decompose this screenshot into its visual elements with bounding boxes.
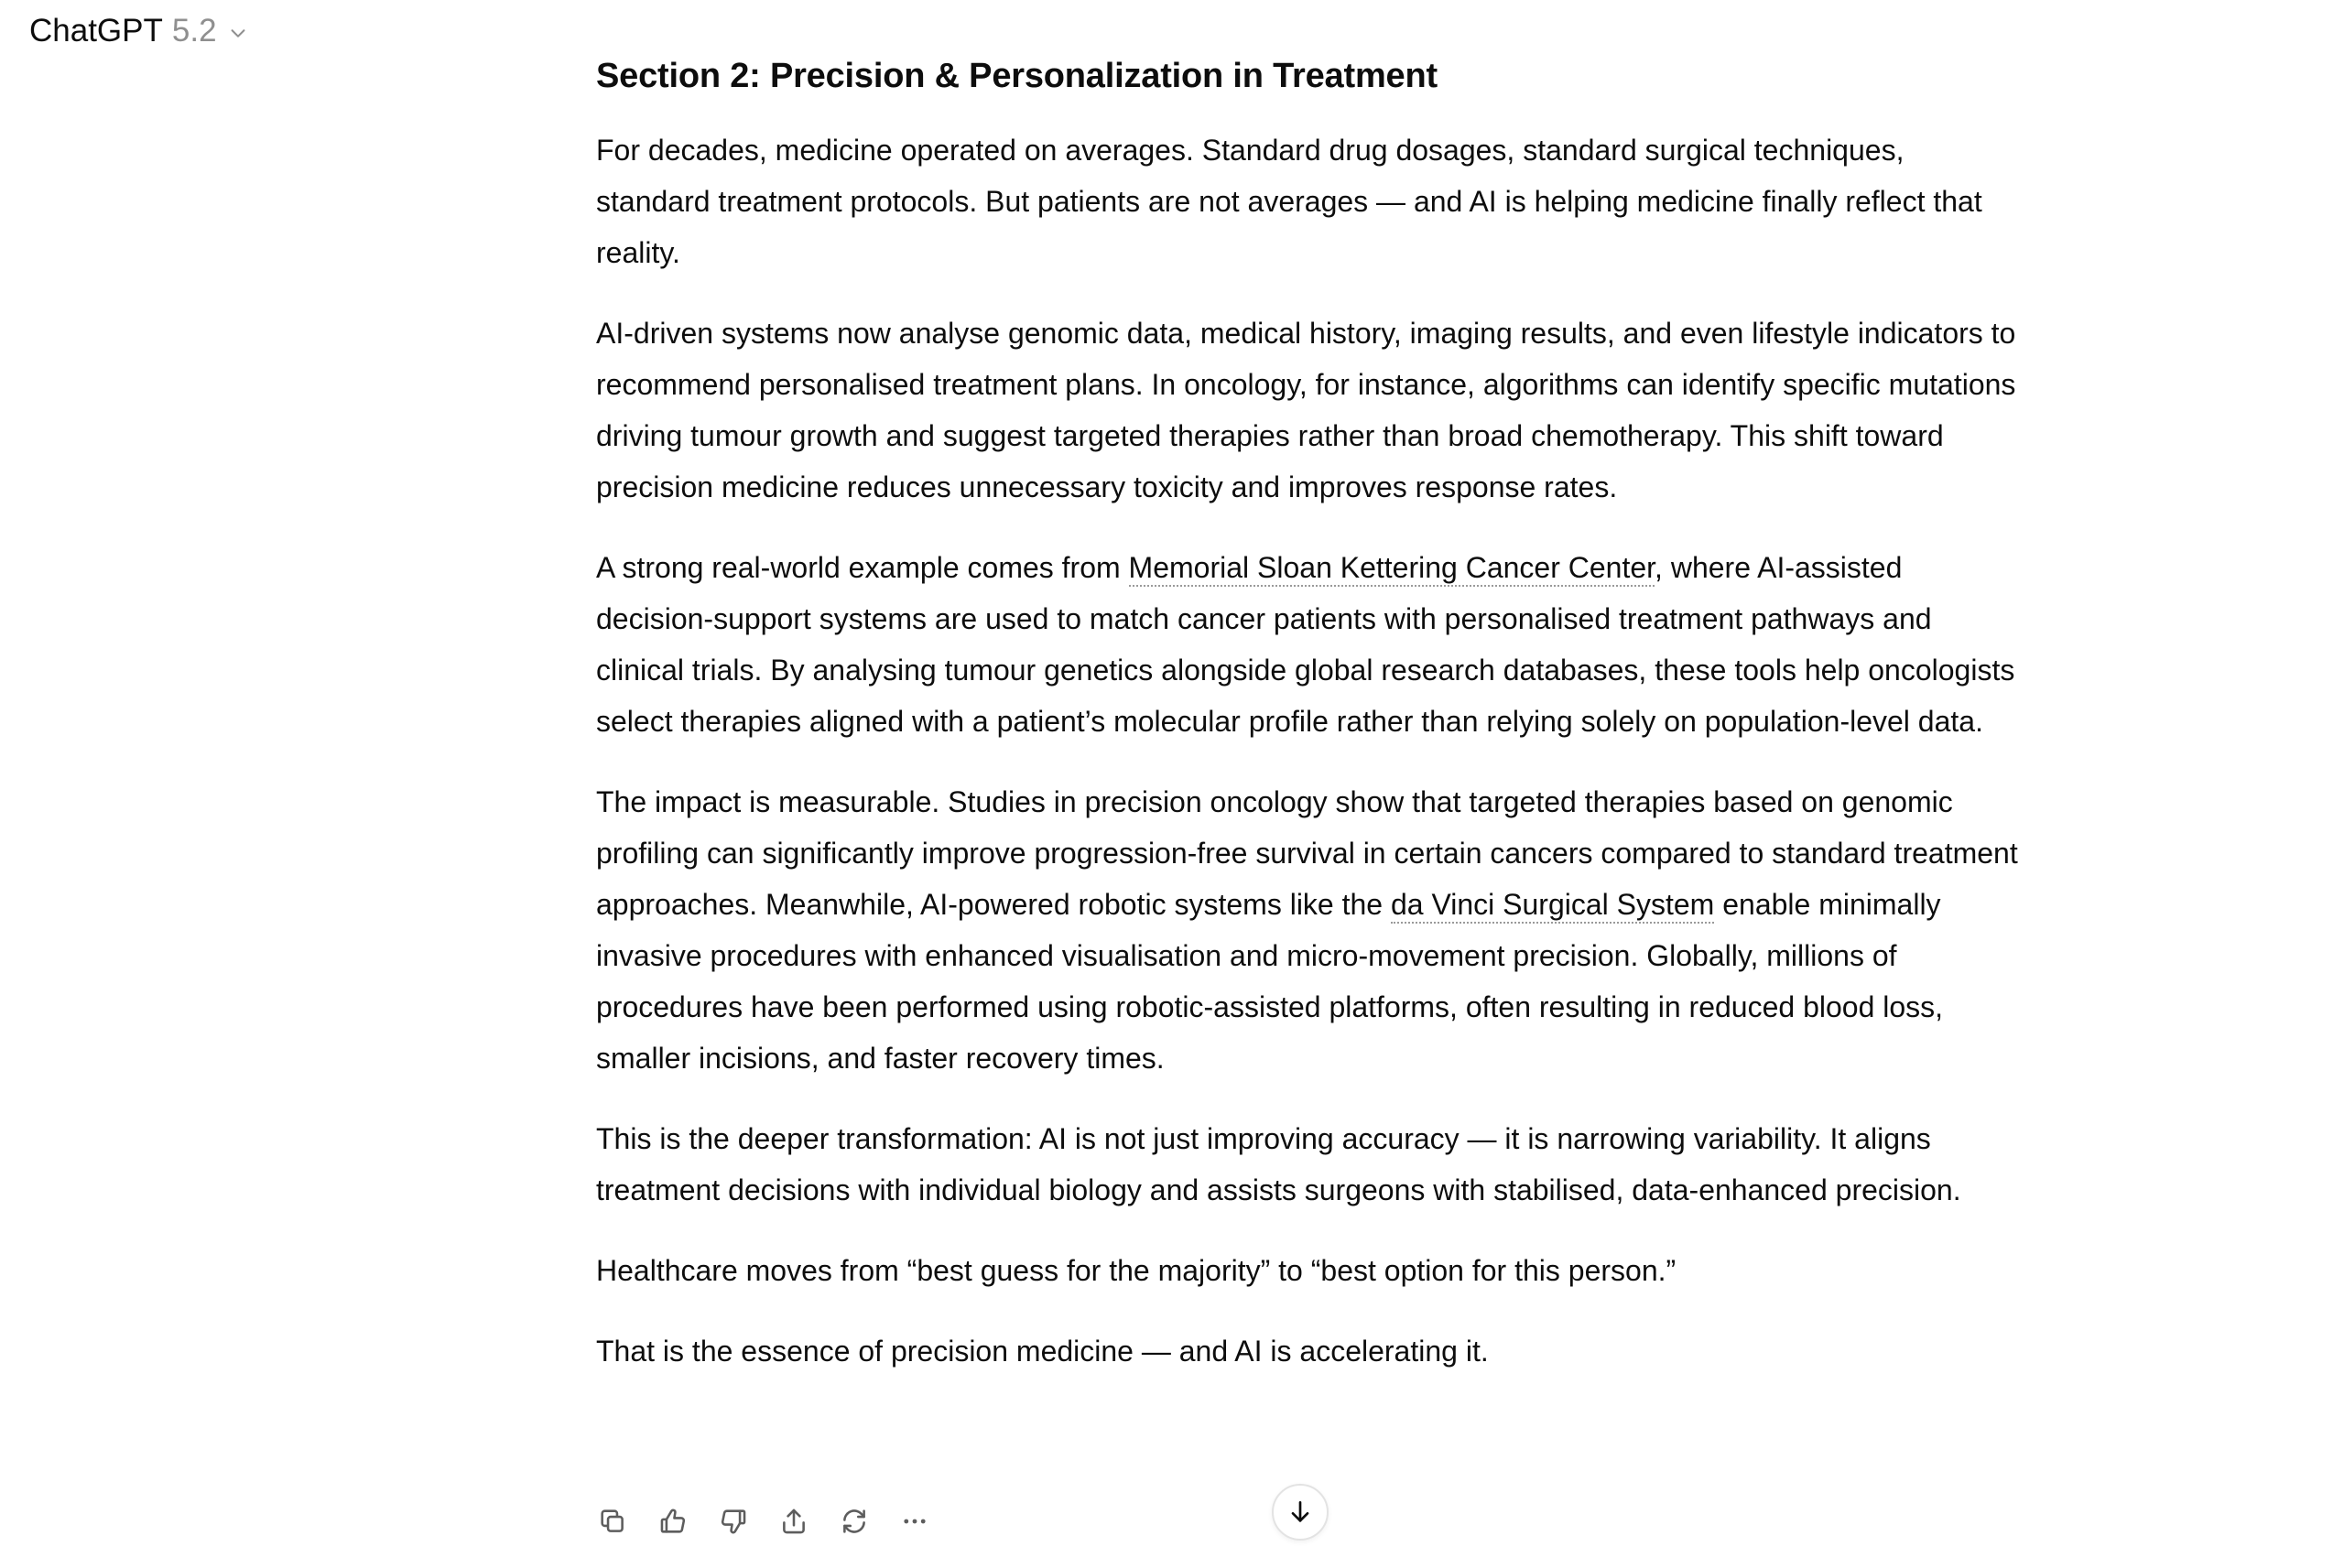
paragraph-4-text-start: The impact is measurable. Studies in precision oncology show that targeted therapies based on genomic profiling can significantly improve progression-free survival in certain cancers compared to standard treatment approaches. Meanwhile, AI-powered robotic systems like the <box>596 785 2018 921</box>
thumbs-down-icon <box>718 1506 749 1537</box>
paragraph-4 <box>596 776 2024 1084</box>
share-button[interactable] <box>775 1502 813 1541</box>
good-response-button[interactable] <box>654 1502 692 1541</box>
da-vinci-surgical-system-link[interactable]: da Vinci Surgical System <box>1391 888 1714 924</box>
copy-icon <box>597 1506 628 1537</box>
arrow-down-icon <box>1286 1498 1315 1527</box>
assistant-message <box>596 48 2024 1406</box>
more-actions-button[interactable] <box>895 1502 934 1541</box>
paragraph-4-text-end: enable minimally invasive procedures with enhanced visualisation and micro-movement precision. Globally, millions of procedures have been performed using robotic-assisted platforms, often resulting in reduced blood loss, smaller incisions, and faster recovery times. <box>596 888 1944 1075</box>
message-actions <box>593 1498 934 1545</box>
paragraph-3-text-start: A strong real-world example comes from <box>596 551 1129 584</box>
chevron-down-icon <box>228 23 248 43</box>
paragraph-3-text-end: , where AI-assisted decision-support systems are used to match cancer patients with personalised treatment pathways and clinical trials. By analysing tumour genetics alongside global research databases, these tools help oncologists select therapies aligned with a patient’s molecular profile rather than relying solely on population-level data. <box>596 551 2015 738</box>
regenerate-button[interactable] <box>835 1502 874 1541</box>
paragraph-6: Healthcare moves from “best guess for the majority” to “best option for this person.” <box>596 1254 1677 1287</box>
regenerate-icon <box>839 1506 870 1537</box>
model-version: 5.2 <box>171 13 217 49</box>
paragraph-5: This is the deeper transformation: AI is not just improving accuracy — it is narrowing variability. It aligns treatment decisions with individual biology and assists surgeons with stabilised, data-enhanced precision. <box>596 1122 1961 1206</box>
paragraph-2: AI-driven systems now analyse genomic data, medical history, imaging results, and even lifestyle indicators to recommend personalised treatment plans. In oncology, for instance, algorithms can identify specific mutations driving tumour growth and suggest targeted therapies rather than broad chemotherapy. This shift toward precision medicine reduces unnecessary toxicity and improves response rates. <box>596 317 2016 503</box>
scroll-to-bottom-button[interactable] <box>1272 1484 1329 1541</box>
share-icon <box>778 1506 809 1537</box>
thumbs-up-icon <box>657 1506 689 1537</box>
bad-response-button[interactable] <box>714 1502 753 1541</box>
model-name: ChatGPT <box>29 13 163 49</box>
section-title: Section 2: Precision & Personalization in Treatment <box>596 57 1438 95</box>
paragraph-3 <box>596 542 2024 747</box>
copy-button[interactable] <box>593 1502 632 1541</box>
model-switcher[interactable] <box>29 7 248 55</box>
more-icon <box>899 1506 930 1537</box>
paragraph-7: That is the essence of precision medicine — and AI is accelerating it. <box>596 1335 1489 1368</box>
memorial-sloan-kettering-link[interactable]: Memorial Sloan Kettering Cancer Center <box>1129 551 1655 587</box>
paragraph-1: For decades, medicine operated on averages. Standard drug dosages, standard surgical techniques, standard treatment protocols. But patients are not averages — and AI is helping medicine finally reflect that reality. <box>596 134 1982 269</box>
